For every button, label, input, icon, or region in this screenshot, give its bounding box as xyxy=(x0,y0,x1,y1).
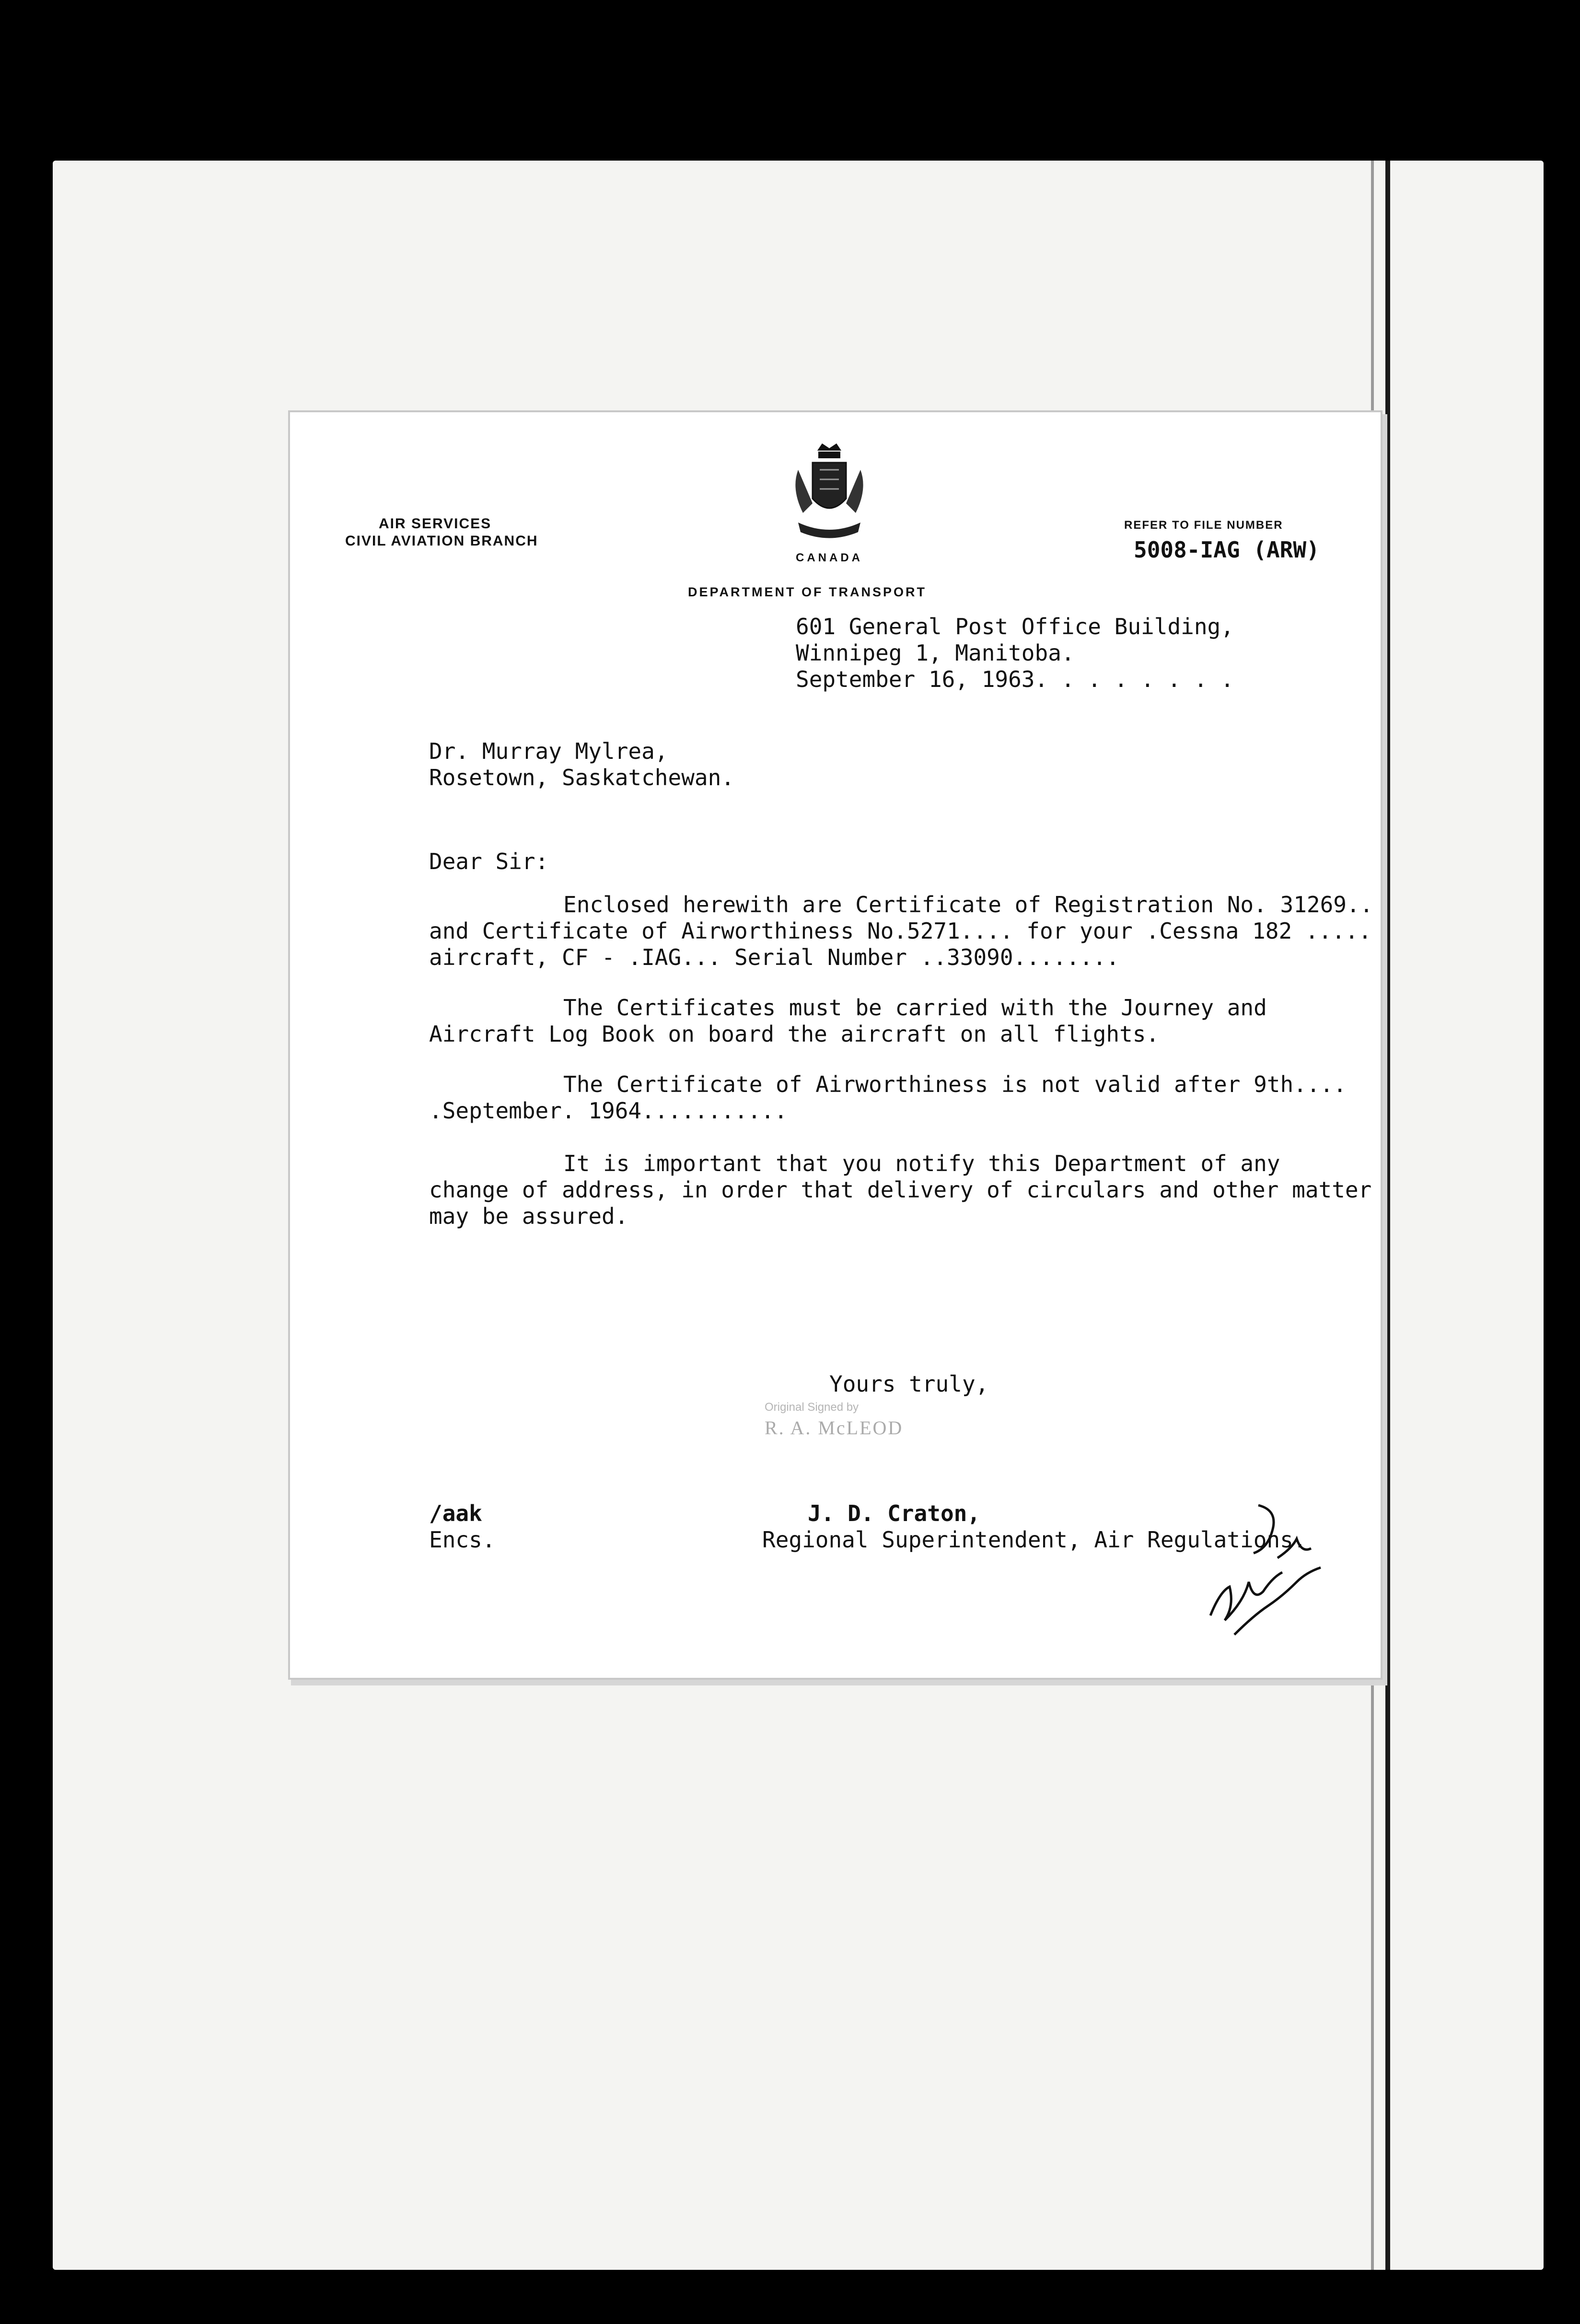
signature-stamp: R. A. McLEOD xyxy=(765,1417,904,1439)
paragraph3-line1: The Certificate of Airworthiness is not valid after 9th.... xyxy=(563,1071,1347,1097)
sheet-edge-line xyxy=(1385,161,1390,2270)
refer-label: REFER TO FILE NUMBER xyxy=(1124,519,1283,532)
signer-name: J. D. Craton, xyxy=(808,1500,981,1526)
paragraph4-line1: It is important that you notify this Department of any xyxy=(563,1150,1280,1176)
complimentary-close: Yours truly, xyxy=(829,1371,989,1397)
paragraph1-line3: aircraft, CF - .IAG... Serial Number ..33090........ xyxy=(429,944,1120,970)
paragraph4-line3: may be assured. xyxy=(429,1203,628,1229)
signer-title: Regional Superintendent, Air Regulations. xyxy=(762,1527,1307,1553)
paragraph4-line2: change of address, in order that delivery of circulars and other matter xyxy=(429,1177,1372,1203)
sender-address-line1: 601 General Post Office Building, xyxy=(796,614,1234,639)
salutation: Dear Sir: xyxy=(429,848,549,874)
paragraph1-line2: and Certificate of Airworthiness No.5271.... for your .Cessna 182 ..... xyxy=(429,918,1372,944)
paragraph1-line1: Enclosed herewith are Certificate of Registration No. 31269.. xyxy=(563,892,1373,918)
recipient-city: Rosetown, Saskatchewan. xyxy=(429,765,734,790)
enclosures-note: Encs. xyxy=(429,1527,496,1553)
country-label: CANADA xyxy=(796,551,863,564)
paragraph2-line1: The Certificates must be carried with the Journey and xyxy=(563,995,1267,1021)
typist-initials: /aak xyxy=(429,1500,482,1526)
original-signed-note: Original Signed by xyxy=(765,1401,859,1414)
file-number: 5008-IAG (ARW) xyxy=(1134,537,1320,563)
sender-address-line2: Winnipeg 1, Manitoba. xyxy=(796,640,1075,666)
paragraph3-line2: .September. 1964........... xyxy=(429,1098,788,1124)
handwritten-annotation-icon xyxy=(1201,1496,1335,1639)
recipient-name: Dr. Murray Mylrea, xyxy=(429,738,668,764)
letter-page xyxy=(290,412,1381,1678)
canada-coat-of-arms-icon xyxy=(789,441,870,546)
paragraph2-line2: Aircraft Log Book on board the aircraft on all flights. xyxy=(429,1021,1160,1047)
department-name: DEPARTMENT OF TRANSPORT xyxy=(688,585,927,599)
branch-name: AIR SERVICES CIVIL AVIATION BRANCH xyxy=(345,516,538,549)
letter-date: September 16, 1963. . . . . . . . xyxy=(796,666,1234,692)
